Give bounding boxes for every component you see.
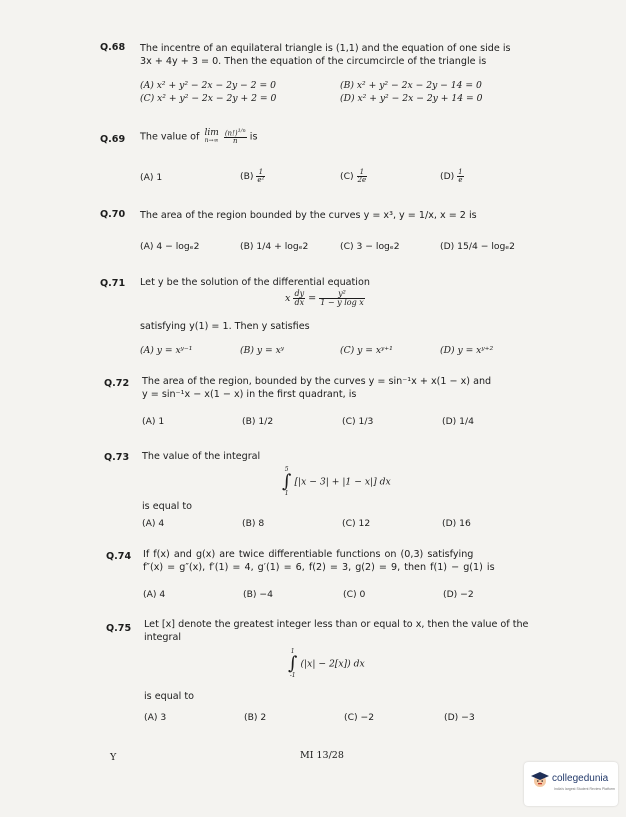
question-text: If f(x) and g(x) are twice differentiable functions on (0,3) satisfying f″(x) = g″(x), f′(1) = 4, g′(1) = 6, f(2) = 3, g(2) = 9, then f(1) − g(1) is (143, 549, 495, 573)
option-d[interactable]: (D) $\frac{1}{e}$ (440, 168, 463, 184)
option-d[interactable]: (D) 16 (442, 518, 471, 529)
option-c[interactable]: (C) 1/3 (342, 416, 374, 427)
option-b[interactable]: (B) 1/4 + logₑ2 (240, 241, 309, 252)
option-c[interactable]: (C) −2 (344, 712, 375, 723)
footer-mark: Y (110, 752, 117, 763)
option-b[interactable]: (B) y = xʸ (240, 345, 285, 356)
option-a[interactable]: (A) 4 (143, 589, 166, 600)
question-text: The value of lim n→∞ $\frac{(n!)^{1/n}}{n}$ is (140, 128, 258, 146)
question-text: Let y be the solution of the differential equation (140, 277, 370, 288)
option-d[interactable]: (D) −2 (443, 589, 474, 600)
option-c[interactable]: (C) y = xʸ⁺¹ (340, 345, 393, 356)
question-number: Q.71 (100, 278, 126, 289)
option-c[interactable]: (C) $\frac{1}{2e}$ (340, 168, 367, 184)
question-number: Q.72 (104, 378, 130, 389)
option-b[interactable]: (B) $\frac{1}{\text{e²}}$ (240, 168, 265, 184)
option-a[interactable]: (A) 1 (140, 172, 163, 183)
question-text: is equal to (142, 501, 193, 512)
option-b[interactable]: (B) 2 (244, 712, 267, 723)
page-number: MI 13/28 (300, 750, 344, 761)
integral-expression: 5 ∫ 1 [|x − 3| + |1 − x|] dx (282, 466, 391, 497)
question-text: satisfying y(1) = 1. Then y satisfies (140, 321, 310, 332)
option-d[interactable]: (D) 1/4 (442, 416, 474, 427)
option-a[interactable]: (A) 3 (144, 712, 167, 723)
question-text: The area of the region, bounded by the curves y = sin⁻¹x + x(1 − x) and y = sin⁻¹x − x(1 − x) in the first quadrant, is (142, 376, 492, 400)
option-b[interactable]: (B) 1/2 (242, 416, 274, 427)
graduate-cap-icon (530, 770, 550, 790)
option-b[interactable]: (B) −4 (243, 589, 273, 600)
logo-tagline: India's largest Student Review Platform (554, 787, 615, 791)
option-c[interactable]: (C) 0 (343, 589, 366, 600)
option-c[interactable]: (C) 12 (342, 518, 371, 529)
option-a[interactable]: (A) y = xʸ⁻¹ (140, 345, 193, 356)
question-text: is equal to (144, 691, 195, 702)
option-b[interactable]: (B) x² + y² − 2x − 2y − 14 = 0 (340, 80, 482, 91)
logo-text: collegedunia (552, 773, 609, 784)
question-text: Let [x] denote the greatest integer less than or equal to x, then the value of the integral (144, 619, 529, 643)
option-d[interactable]: (D) −3 (444, 712, 475, 723)
option-c[interactable]: (C) x² + y² − 2x − 2y + 2 = 0 (140, 93, 277, 104)
question-number: Q.69 (100, 134, 126, 145)
question-text: The area of the region bounded by the curves y = x³, y = 1/x, x = 2 is (140, 210, 477, 221)
collegedunia-logo[interactable] (524, 762, 618, 806)
option-d[interactable]: (D) y = xʸ⁺² (440, 345, 494, 356)
differential-equation: x $\frac{dy}{dx}$ = $\frac{\text{y²}}{\text{1 − y log x}}$ (285, 289, 364, 307)
option-c[interactable]: (C) 3 − logₑ2 (340, 241, 400, 252)
option-a[interactable]: (A) 4 − logₑ2 (140, 241, 200, 252)
question-text: The incentre of an equilateral triangle is (1,1) and the equation of one side is 3x + 4y + 3 = 0. Then the equation of the circumcircle of the triangle is (140, 43, 511, 67)
option-a[interactable]: (A) 4 (142, 518, 165, 529)
question-number: Q.70 (100, 209, 126, 220)
question-number: Q.75 (106, 623, 132, 634)
question-number: Q.74 (106, 551, 132, 562)
question-text: The value of the integral (142, 451, 261, 462)
integral-expression: 1 ∫ -1 (|x| − 2[x]) dx (288, 648, 365, 679)
option-d[interactable]: (D) x² + y² − 2x − 2y + 14 = 0 (340, 93, 483, 104)
question-number: Q.68 (100, 42, 126, 53)
option-d[interactable]: (D) 15/4 − logₑ2 (440, 241, 516, 252)
option-a[interactable]: (A) 1 (142, 416, 165, 427)
option-a[interactable]: (A) x² + y² − 2x − 2y − 2 = 0 (140, 80, 276, 91)
option-b[interactable]: (B) 8 (242, 518, 265, 529)
question-number: Q.73 (104, 452, 130, 463)
